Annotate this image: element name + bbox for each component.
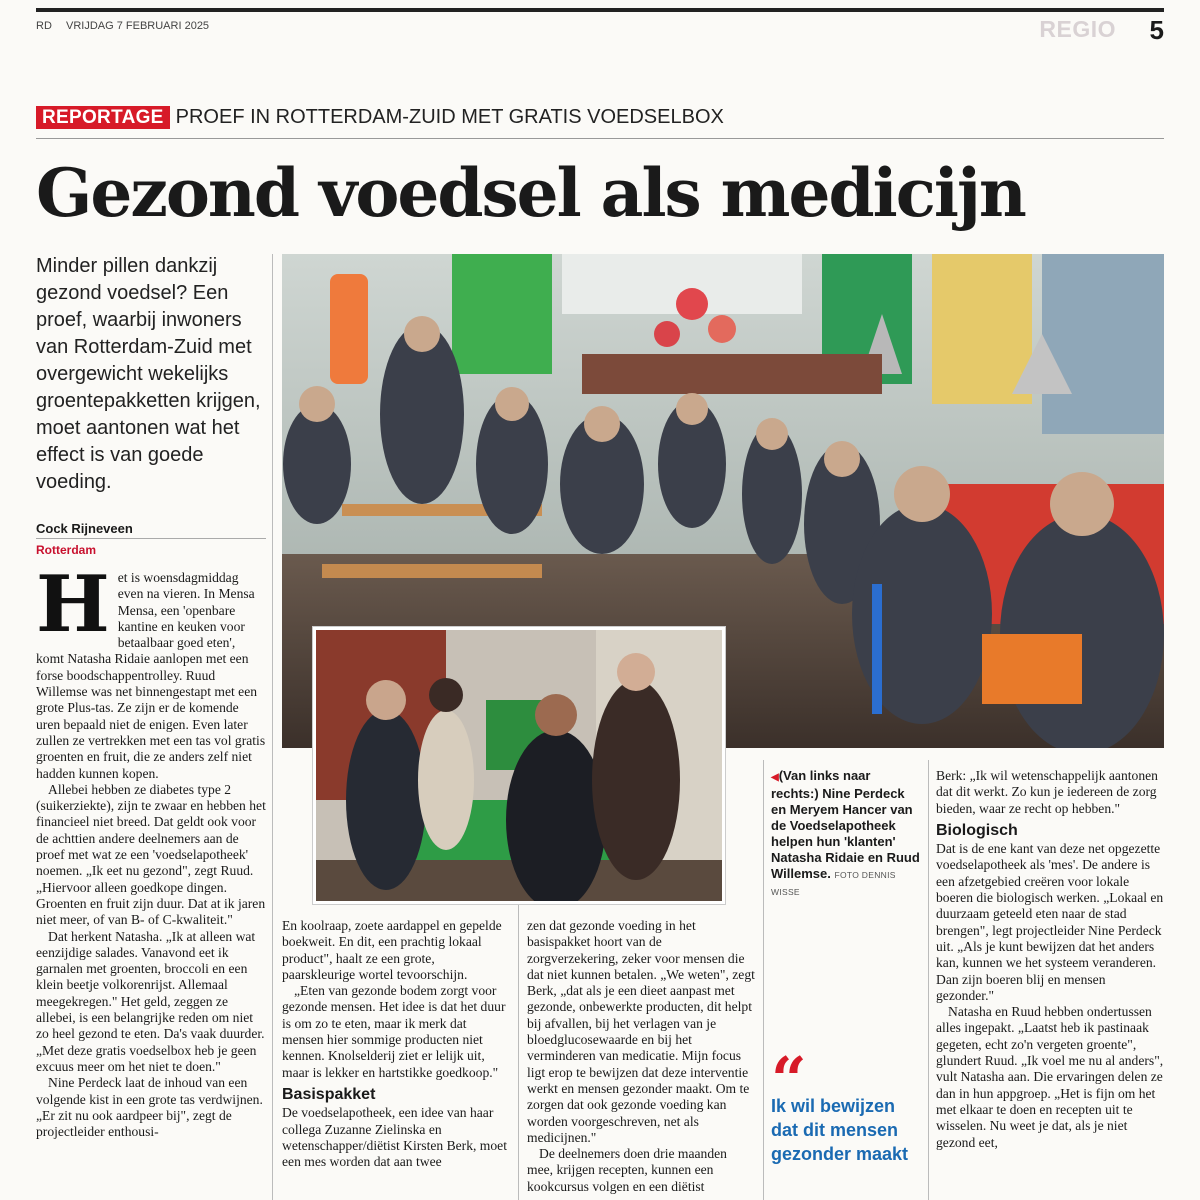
subhead-basispakket: Basispakket xyxy=(282,1085,376,1103)
column-rule xyxy=(518,905,519,1200)
article-column-1 xyxy=(36,570,266,1200)
photo-caption xyxy=(771,768,921,900)
paragraph: Allebei hebben ze diabetes type 2 (suikerziekte), zijn te zwaar en hebben het financieel niet breed. Dat geldt ook voor de achttien andere deelnemers aan de proef met wat ze een 'voedselapotheek' noemen. „Ik eet nu gezond", zegt Ruud. „Hiervoor alleen goedkope dingen. Groenten en fruit zijn duur. Dat at ik jaren niet meer, of van B- of C-kwaliteit." xyxy=(36,781,266,928)
drop-cap: H xyxy=(36,570,110,650)
issue-date: VRIJDAG 7 FEBRUARI 2025 xyxy=(66,20,210,32)
byline-rule xyxy=(36,538,266,539)
paragraph: Natasha en Ruud hebben ondertussen alles ingepakt. „Laatst heb ik pastinaak gegeten, echt zo'n vergeten groente", glundert Ruud. „Ik voel me nu al anders", vult Natasha aan. Die ervaringen delen ze dan in hun appgroep. „Het is fijn om het met elkaar te doen en recepten uit te wisselen. Nu weet je dat, als je niet gezond eet, xyxy=(936,1004,1164,1150)
kicker-label: REPORTAGE xyxy=(36,106,170,129)
byline-location: Rotterdam xyxy=(36,543,97,557)
intro-lead: Minder pillen dankzij gezond voedsel? Een proef, waarbij inwoners van Rotterdam-Zuid met overgewicht wekelijks groentepakketten krijgen, moet aantonen wat het effect is van goede voeding. xyxy=(36,255,261,493)
headline: Gezond voedsel als medicijn xyxy=(36,154,1025,232)
paragraph: „Eten van gezonde bodem zorgt voor gezonde mensen. Het idee is dat het duur is om zo te eten, maar ik merk dat mensen hier sommige producten niet kennen. Knolselderij ziet er lelijk uit, maar is lekker en hartstikke goedkoop." xyxy=(282,983,506,1080)
article-column-2 xyxy=(282,918,510,1200)
page-number: 5 xyxy=(1149,15,1164,45)
photo-credit: FOTO DENNIS WISSE xyxy=(771,870,896,897)
caption-arrow-icon: ◀ xyxy=(771,772,779,783)
paragraph: De deelnemers doen drie maanden mee, krijgen recepten, kunnen een kookcursus volgen en een diëtist xyxy=(527,1146,727,1194)
column-rule xyxy=(928,760,929,1200)
paper-initials: RD xyxy=(36,20,52,32)
top-rule xyxy=(36,8,1164,12)
inset-photo xyxy=(313,627,725,904)
kicker-text: PROEF IN ROTTERDAM-ZUID MET GRATIS VOEDSELBOX xyxy=(175,106,724,128)
article-column-3 xyxy=(527,918,755,1200)
column-rule xyxy=(763,760,764,1200)
byline-author: Cock Rijneveen xyxy=(36,521,133,536)
paragraph: Nine Perdeck laat de inhoud van een volgende kist in een grote tas verdwijnen. „Er zit nu ook aardpeer bij", zegt de projectleider enthousi- xyxy=(36,1075,263,1140)
paragraph-text: et is woensdagmiddag even na vieren. In Mensa Mensa, een 'openbare kantine en keuken voor betaalbaar goed eten', komt Natasha Ridaie aanlopen met een forse boodschappentrolley. Ruud Willemse was net binnengestapt met een grote Plus-tas. Ze zijn er de komende uren bepaald niet de enigen. Even later zullen ze vertrekken met een tas vol gratis groenten en fruit, die ze anders zelf niet hadden kunnen kopen. xyxy=(36,570,266,781)
caption-text: (Van links naar rechts:) Nine Perdeck en Meryem Hancer van de Voedselapotheek helpen hun 'klanten' Natasha Ridaie en Ruud Willemse. xyxy=(771,768,920,881)
paragraph: En koolraap, zoete aardappel en gepelde boekweit. En dit, een prachtig lokaal product", haalt ze een grote, paarskleurige wortel tevoorschijn. xyxy=(282,918,502,982)
subhead-biologisch: Biologisch xyxy=(936,821,1018,839)
paragraph: Berk: „Ik wil wetenschappelijk aantonen dat dit werkt. Zo kun je iedereen de zorg bieden, waar ze recht op hebben." xyxy=(936,768,1158,816)
quote-mark-icon: “ xyxy=(771,1043,807,1116)
column-rule xyxy=(272,254,273,1200)
kicker-bar xyxy=(36,106,1164,139)
paragraph xyxy=(36,570,266,782)
paragraph: Dat herkent Natasha. „Ik at alleen wat eenzijdige salades. Vanavond eet ik garnalen met groenten, broccoli en een klein beetje volkorenrijst. Allemaal meegekregen." Het geld, zeggen ze allebei, is een belangrijke reden om niet zo heel gezond te eten. Da's vaak duurder. „Met deze gratis voedselbox heb je geen excuus meer om het niet te doen." xyxy=(36,928,265,1074)
paragraph: De voedselapotheek, een idee van haar collega Zuzanne Zielinska en wetenschapper/diëtist Kirsten Berk, moet een mes worden dat aan twee xyxy=(282,1105,507,1170)
section-label: REGIO xyxy=(1039,16,1116,42)
pull-quote: Ik wil bewijzen dat dit mensen gezonder maakt xyxy=(771,1096,909,1164)
article-column-5 xyxy=(936,768,1164,1200)
paragraph: Dat is de ene kant van deze net opgezette voedselapotheek als 'mes'. De andere is een afzetgebied creëren voor lokale boeren die biologisch werken. „Lokaal en duurzaam geteeld eten naar de stad brengen", legt projectleider Nine Perdeck uit. „Als je kunt bewijzen dat het anders kan, kunnen we het systeem veranderen. Dan zijn boeren blij en mensen gezonder." xyxy=(936,841,1164,1003)
paragraph: zen dat gezonde voeding in het basispakket hoort van de zorgverzekering, zeker voor mensen die dat niet kunnen betalen. „We weten", zegt Berk, „dat als je een dieet aanpast met gezonde, onbewerkte producten, dit helpt bij afvallen, bij het verlagen van je bloedglucosewaarde en bij het verminderen van medicatie. Mijn focus ligt erop te bewijzen dat deze interventie werkt en mensen gezonder maakt. Om te zorgen dat ook gezonde voeding kan worden voorgeschreven, net als medicijnen." xyxy=(527,918,755,1145)
